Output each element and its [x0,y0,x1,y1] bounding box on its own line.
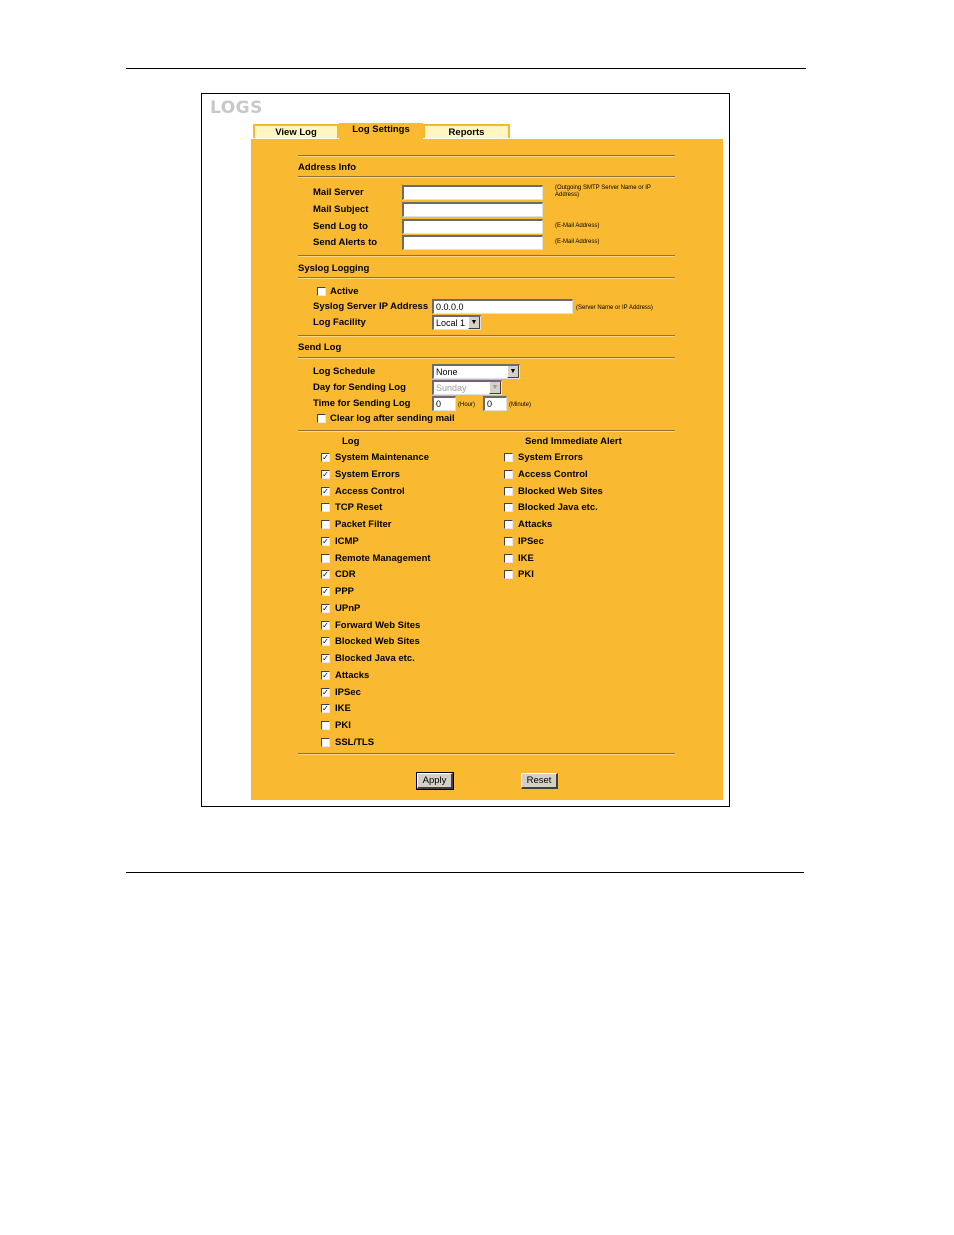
clear-log-checkbox[interactable] [317,414,326,423]
syslog-active-label: Active [330,286,359,297]
alert-item-label: System Errors [518,452,583,463]
alert-item-checkbox[interactable] [504,470,513,479]
chevron-down-icon: ▼ [468,317,480,329]
log-item-checkbox[interactable] [321,520,330,529]
mail-server-note: (Outgoing SMTP Server Name or IP Address) [555,185,651,198]
divider [298,335,675,337]
syslog-server-ip-label: Syslog Server IP Address [313,301,429,312]
log-item-checkbox[interactable]: ✓ [322,687,329,697]
divider [298,753,675,755]
section-syslog-logging: Syslog Logging [298,263,370,274]
log-item-label: Blocked Java etc. [335,653,415,664]
log-item-label: System Maintenance [335,452,429,463]
alert-item-label: IPSec [518,535,544,547]
logs-screenshot-frame [201,93,730,807]
log-schedule-value: None [436,367,458,377]
log-item-label: Packet Filter [335,519,392,530]
log-schedule-select[interactable] [432,364,520,379]
alert-item-checkbox[interactable] [504,520,513,529]
log-item-checkbox[interactable]: ✓ [322,587,329,596]
log-item-label: IKE [335,703,351,715]
day-for-sending-log-value: Sunday [436,383,467,393]
tab-reports[interactable]: Reports [423,124,510,138]
log-item-label: Attacks [335,669,370,681]
log-item-label: Access Control [335,485,405,497]
log-item-checkbox[interactable] [321,721,330,730]
log-item-checkbox[interactable]: ✓ [322,704,329,714]
page-top-rule [126,68,806,69]
log-item-checkbox[interactable]: ✓ [322,654,329,663]
minute-note: (Minute) [509,402,532,408]
log-item-checkbox[interactable] [321,503,330,512]
log-item-label: ICMP [335,535,359,547]
log-item-label: PPP [335,586,355,597]
hour-note: (Hour) [458,402,476,408]
alert-item-checkbox[interactable] [504,554,513,563]
log-facility-label: Log Facility [313,317,366,328]
log-settings-panel [251,139,723,800]
log-item-label: SSL/TLS [335,736,375,748]
alert-item-checkbox[interactable] [504,537,513,546]
day-for-sending-log-select[interactable] [432,380,502,395]
log-item-checkbox[interactable]: ✓ [322,469,329,479]
mail-subject-input[interactable] [402,202,543,217]
log-item-checkbox[interactable] [321,738,330,747]
send-log-to-input[interactable] [402,219,543,234]
alert-item-checkbox[interactable] [504,570,513,579]
divider [298,255,675,257]
log-item-label: TCP Reset [335,502,383,514]
day-for-sending-log-label: Day for Sending Log [313,382,406,393]
log-item-checkbox[interactable]: ✓ [322,603,329,613]
time-for-sending-log-label: Time for Sending Log [313,398,411,409]
send-log-to-note: (E-Mail Address) [555,223,600,229]
syslog-active-checkbox[interactable] [317,287,326,296]
page-title: LOGS [210,98,263,118]
log-item-label: Remote Management [335,552,431,564]
divider [298,430,675,432]
log-item-label: CDR [335,569,356,581]
alert-item-label: PKI [518,569,534,581]
send-alerts-to-label: Send Alerts to [313,237,378,248]
syslog-server-ip-input[interactable]: 0.0.0.0 [432,299,573,314]
tab-view-log[interactable]: View Log [253,124,339,138]
log-item-checkbox[interactable]: ✓ [322,637,329,647]
log-facility-value: Local 1 [436,318,466,328]
log-item-checkbox[interactable] [321,554,330,563]
alert-item-label: Blocked Java etc. [518,502,598,514]
mail-server-label: Mail Server [313,187,364,198]
alert-item-label: Blocked Web Sites [518,485,603,497]
divider [298,357,675,359]
log-column-header: Log [342,436,360,447]
divider [298,277,675,279]
clear-log-label: Clear log after sending mail [330,413,455,424]
log-item-label: Forward Web Sites [335,619,421,631]
alert-item-label: Access Control [518,468,588,480]
log-item-label: System Errors [335,468,400,480]
apply-button[interactable]: Apply [417,773,453,789]
alert-item-checkbox[interactable] [504,487,513,496]
log-item-checkbox[interactable]: ✓ [322,670,329,680]
tab-log-settings[interactable]: Log Settings [339,123,423,139]
chevron-down-icon: ▼ [507,366,519,378]
log-item-label: UPnP [335,602,361,614]
reset-button[interactable]: Reset [521,773,558,789]
divider [298,176,675,178]
log-item-label: IPSec [335,686,361,698]
send-log-to-label: Send Log to [313,221,368,232]
send-alerts-to-note: (E-Mail Address) [555,239,600,245]
log-item-checkbox[interactable]: ✓ [322,453,329,462]
log-item-label: PKI [335,720,351,731]
log-item-checkbox[interactable]: ✓ [322,570,329,580]
alert-item-checkbox[interactable] [504,503,513,512]
log-schedule-label: Log Schedule [313,366,376,377]
log-item-checkbox[interactable]: ✓ [322,620,329,630]
alert-column-header: Send Immediate Alert [525,436,622,447]
send-alerts-to-input[interactable] [402,235,543,250]
mail-server-input[interactable] [402,185,543,200]
alert-item-label: Attacks [518,519,553,530]
minute-input[interactable]: 0 [483,396,507,411]
chevron-down-icon: ▼ [489,382,501,394]
section-address-info: Address Info [298,162,357,173]
divider [298,155,675,157]
log-item-checkbox[interactable]: ✓ [322,486,329,496]
hour-input[interactable]: 0 [432,396,456,411]
log-item-label: Blocked Web Sites [335,636,420,648]
page-bottom-rule [126,872,804,873]
log-item-checkbox[interactable]: ✓ [322,536,329,546]
alert-item-label: IKE [518,552,534,564]
syslog-server-ip-note: (Server Name or IP Address) [576,305,653,311]
mail-subject-label: Mail Subject [313,204,369,215]
alert-item-checkbox[interactable] [504,453,513,462]
section-send-log: Send Log [298,342,342,353]
log-facility-select[interactable] [432,315,481,330]
